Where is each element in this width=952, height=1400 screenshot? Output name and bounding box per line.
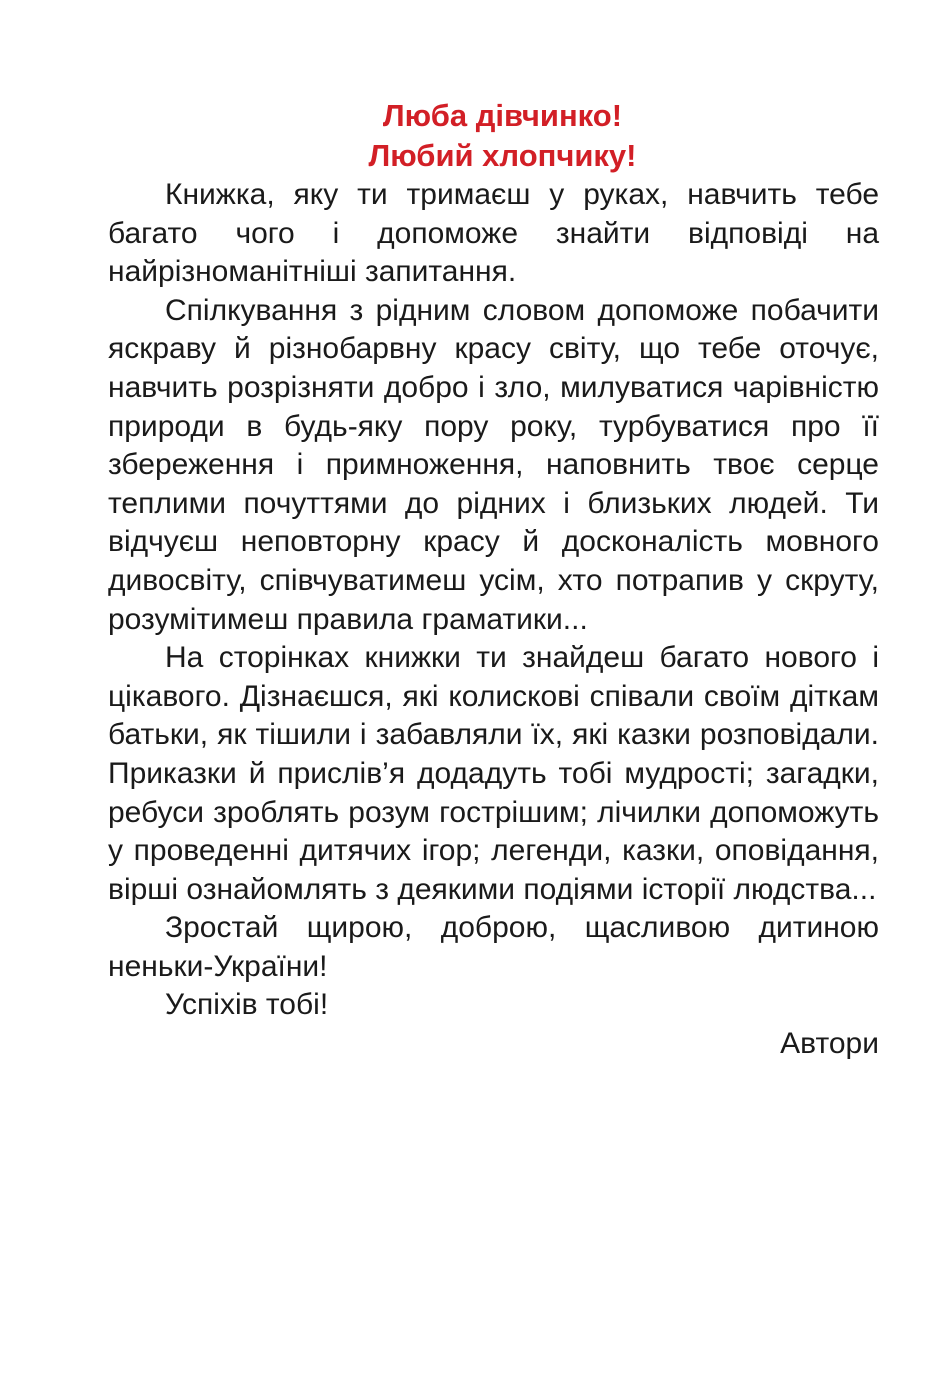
greeting-line-2: Любий хлопчику! bbox=[368, 138, 637, 173]
letter-page bbox=[108, 96, 879, 1064]
paragraph-success: Успіхів тобі! bbox=[165, 988, 329, 1022]
greeting-line-1: Люба дівчинко! bbox=[382, 98, 623, 133]
paragraph-wish: Зростай щирою, доброю, щасливою дитиною неньки-України! bbox=[108, 911, 879, 983]
paragraph-book-contents: На сторінках книжки ти знайдеш багато нового і цікавого. Дізнаєшся, які колискові співали своїм діткам батьки, як тішили і забавляли їх, які казки розповідали. Приказки й прислів’я додадуть тобі мудрості; загадки, ребуси зроблять розум гострішим; лічилки допоможуть у проведенні дитячих ігор; легенди, казки, оповідання, вірші ознайомлять з деякими подіями історії людства... bbox=[108, 641, 879, 906]
signature-authors: Автори bbox=[780, 1027, 879, 1061]
paragraph-intro: Книжка, яку ти тримаєш у руках, навчить тебе багато чого і допоможе знайти відповіді на найрізноманітніші запитання. bbox=[108, 178, 879, 289]
letter-body bbox=[108, 176, 879, 1025]
paragraph-native-word: Спілкування з рідним словом допоможе побачити яскраву й різнобарвну красу світу, що тебе оточує, навчить розрізняти добро і зло, милуватися чарівністю природи в будь-яку пору року, турбуватися про її збереження і примноження, наповнить твоє серце теплими почуттями до рідних і близьких людей. Ти відчуєш неповторну красу й досконалість мовного дивосвіту, співчуватимеш усім, хто потрапив у скруту, розумітимеш правила граматики... bbox=[108, 293, 879, 636]
